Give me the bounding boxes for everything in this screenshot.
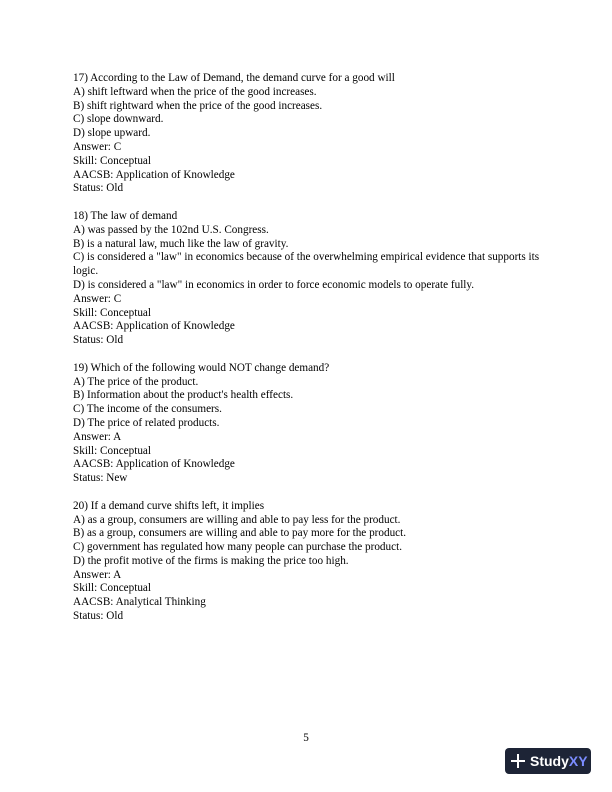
question-19	[73, 362, 543, 486]
option-b: B) is a natural law, much like the law of gravity.	[73, 237, 289, 250]
question-stem: 20) If a demand curve shifts left, it implies	[73, 499, 265, 512]
question-stem: 19) Which of the following would NOT change demand?	[73, 361, 330, 374]
question-18	[73, 210, 543, 348]
aacsb: AACSB: Application of Knowledge	[73, 458, 235, 471]
option-c: C) is considered a "law" in economics because of the overwhelming empirical evidence that supports its logic.	[73, 251, 540, 278]
question-stem: 18) The law of demand	[73, 209, 178, 222]
badge-text-accent: XY	[568, 753, 588, 769]
answer: Answer: A	[73, 430, 122, 443]
option-d: D) The price of related products.	[73, 416, 220, 429]
plus-icon	[511, 754, 525, 768]
skill: Skill: Conceptual	[73, 444, 151, 457]
option-b: B) as a group, consumers are willing and able to pay more for the product.	[73, 527, 407, 540]
question-20	[73, 500, 543, 624]
badge-text-main: Study	[530, 753, 569, 769]
document-body	[73, 72, 543, 638]
status: Status: New	[73, 472, 128, 485]
option-a: A) shift leftward when the price of the good increases.	[73, 85, 317, 98]
option-c: C) government has regulated how many people can purchase the product.	[73, 541, 402, 554]
option-c: C) slope downward.	[73, 113, 164, 126]
answer: Answer: A	[73, 568, 122, 581]
option-d: D) slope upward.	[73, 127, 151, 140]
aacsb: AACSB: Analytical Thinking	[73, 596, 206, 609]
option-d: D) the profit motive of the firms is making the price too high.	[73, 554, 349, 567]
studyxy-badge[interactable]	[505, 748, 591, 774]
option-b: B) shift rightward when the price of the good increases.	[73, 99, 323, 112]
answer: Answer: C	[73, 140, 122, 153]
status: Status: Old	[73, 334, 124, 347]
status: Status: Old	[73, 610, 124, 623]
skill: Skill: Conceptual	[73, 582, 151, 595]
aacsb: AACSB: Application of Knowledge	[73, 320, 235, 333]
answer: Answer: C	[73, 292, 122, 305]
skill: Skill: Conceptual	[73, 154, 151, 167]
option-b: B) Information about the product's health effects.	[73, 389, 294, 402]
option-a: A) was passed by the 102nd U.S. Congress.	[73, 223, 269, 236]
option-d: D) is considered a "law" in economics in order to force economic models to operate fully.	[73, 278, 475, 291]
option-c: C) The income of the consumers.	[73, 403, 222, 416]
aacsb: AACSB: Application of Knowledge	[73, 168, 235, 181]
skill: Skill: Conceptual	[73, 306, 151, 319]
page-number: 5	[303, 732, 309, 744]
option-a: A) as a group, consumers are willing and able to pay less for the product.	[73, 513, 401, 526]
question-stem: 17) According to the Law of Demand, the demand curve for a good will	[73, 72, 395, 84]
question-17	[73, 72, 543, 196]
option-a: A) The price of the product.	[73, 375, 199, 388]
status: Status: Old	[73, 182, 124, 195]
